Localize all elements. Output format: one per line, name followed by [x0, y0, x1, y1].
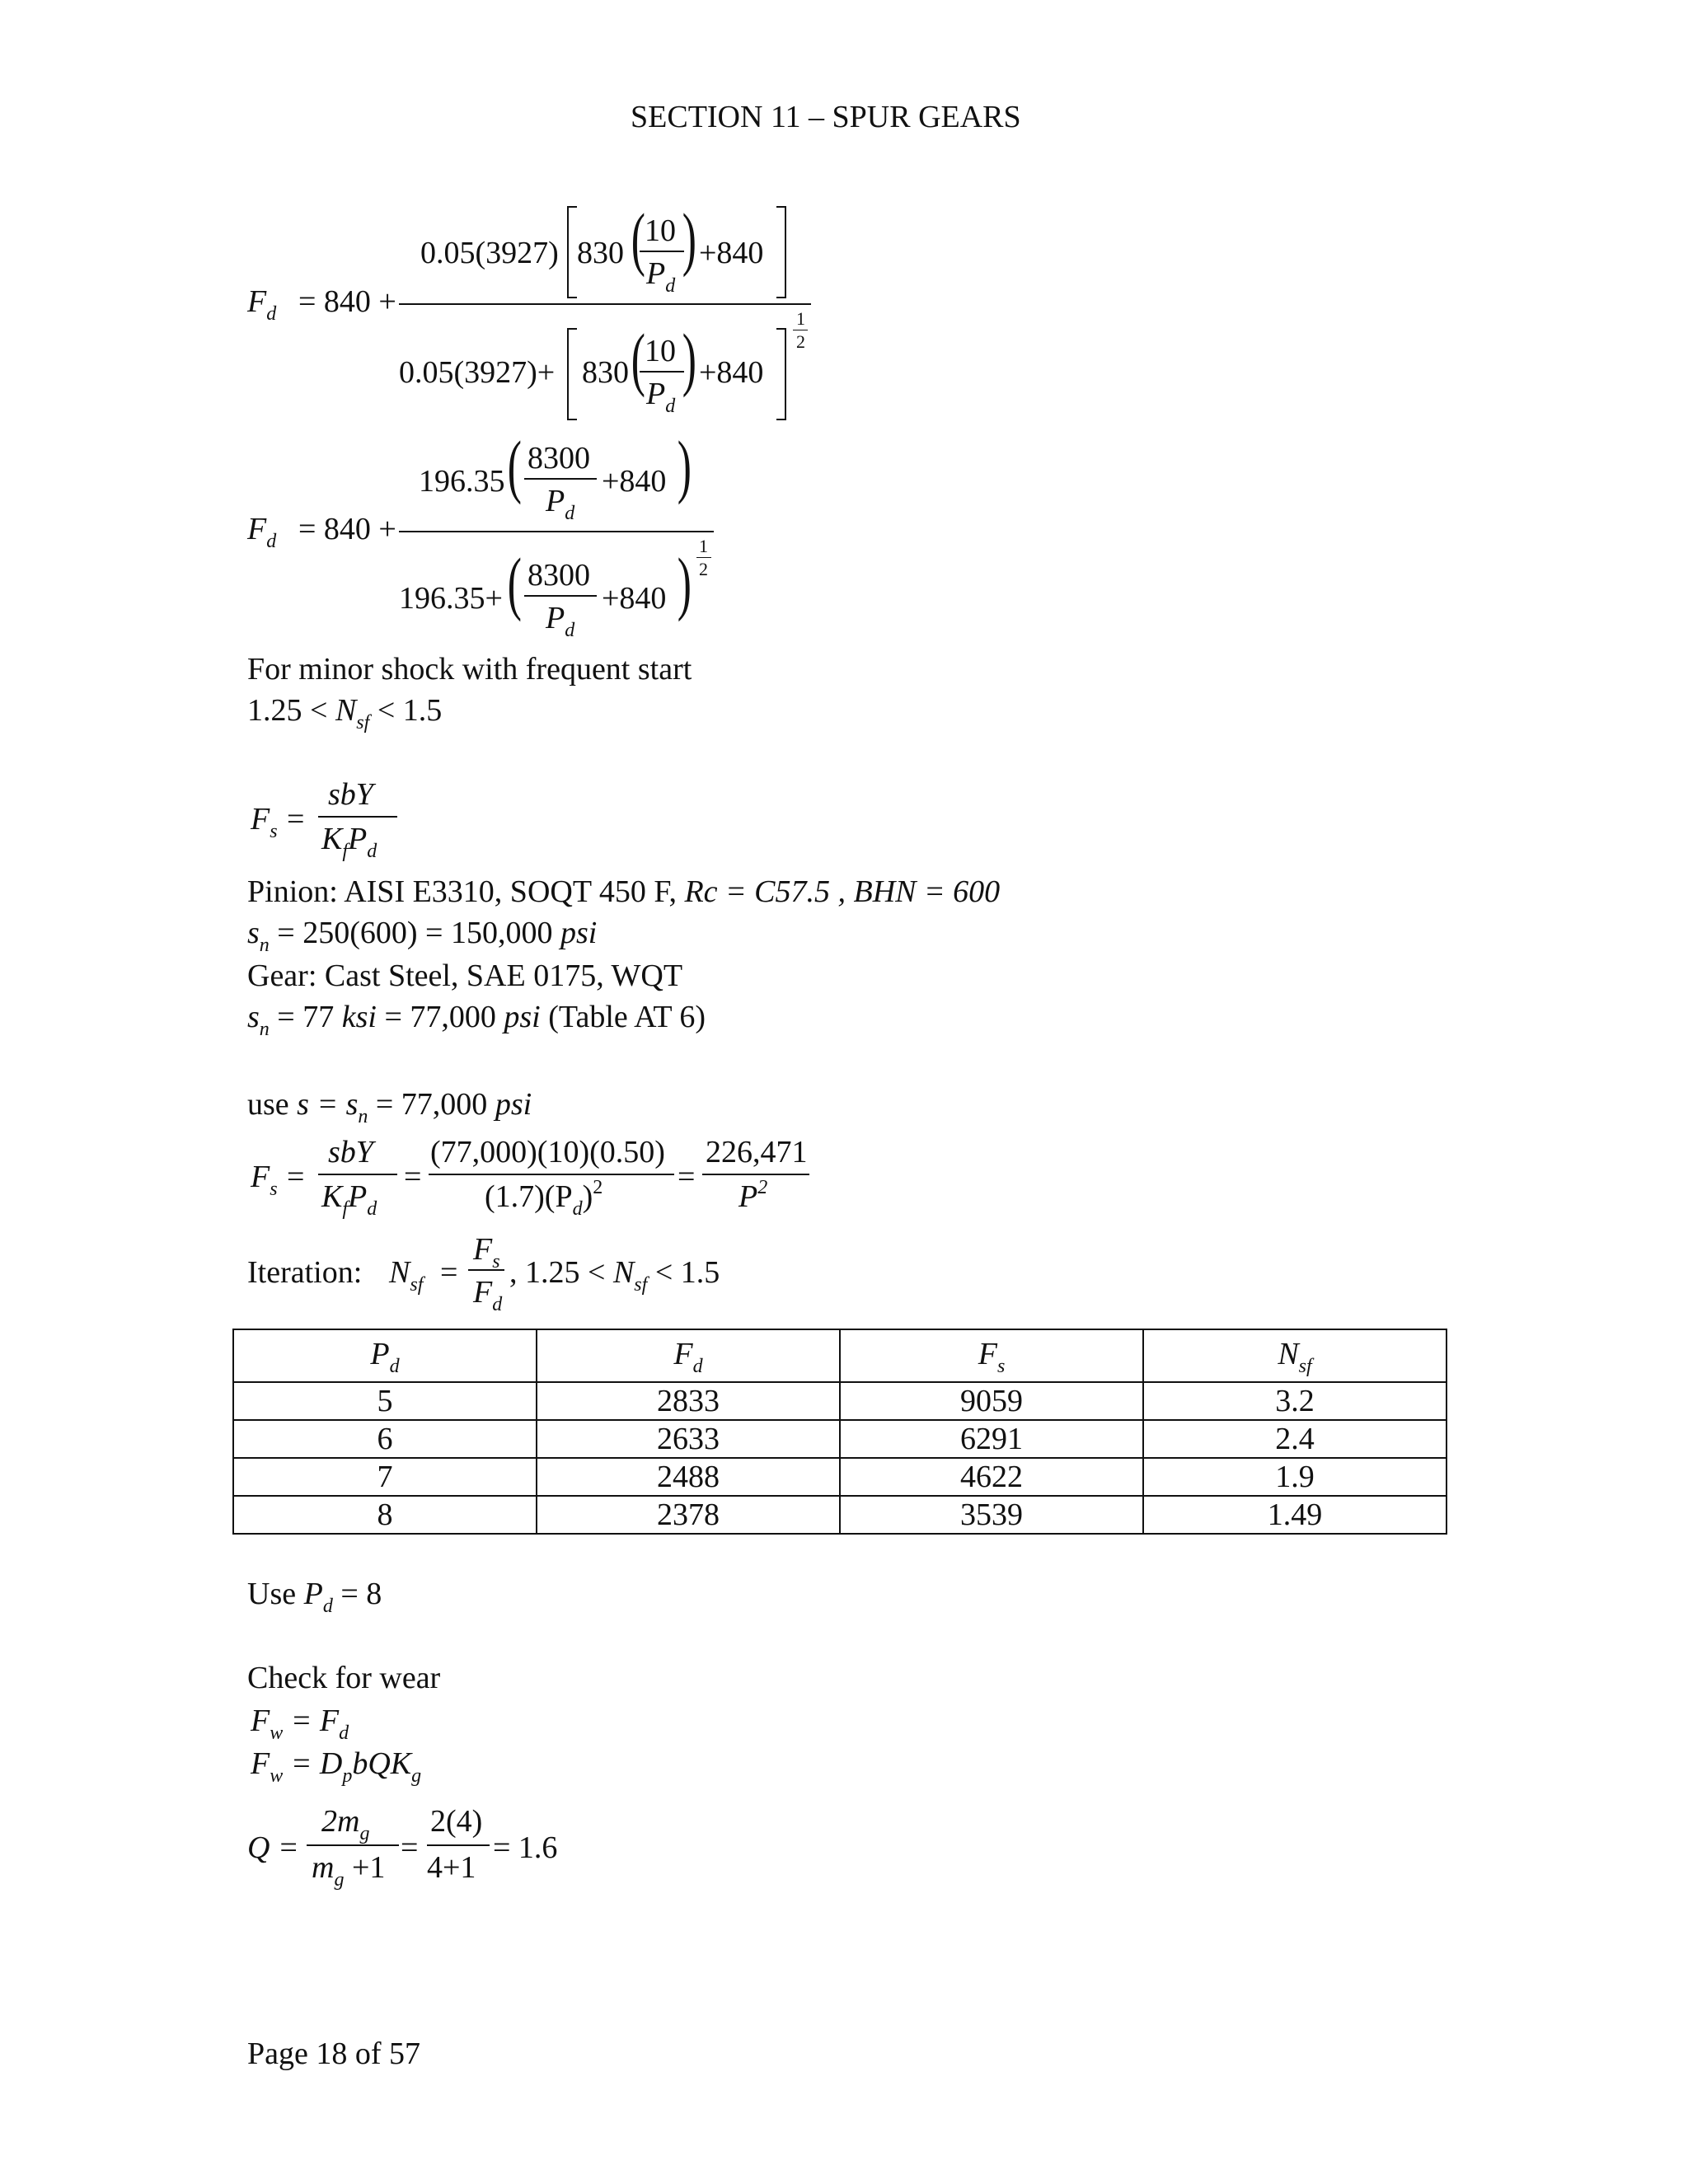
- table-row: 8 2378 3539 1.49: [233, 1496, 1447, 1534]
- table-header-cell: $F_s$: [840, 1329, 1143, 1382]
- eq1-fraction-bar: [399, 303, 811, 305]
- table-header-row: [233, 1329, 1447, 1382]
- fs-numerator: sbY: [328, 777, 373, 812]
- pinion-spec: Pinion: AISI E3310, SOQT 450 F, Rc = C57.5 , BHN = 600: [247, 874, 1001, 909]
- table-row: 6 2633 6291 2.4: [233, 1420, 1447, 1458]
- table-row: 5 2833 9059 3.2: [233, 1382, 1447, 1420]
- eq1-prefix: = 840 +: [298, 284, 396, 319]
- fs-denominator: $K_fP_d$: [321, 822, 377, 862]
- use-pd: Use $P_d = 8$: [247, 1577, 382, 1617]
- minor-shock-text: For minor shock with frequent start: [247, 652, 692, 687]
- gear-sn: $s_n = 77$ ksi = 77,000 psi (Table AT 6): [247, 1000, 706, 1040]
- pinion-sn: $s_n = 250(600) = 150,000$ psi: [247, 916, 598, 956]
- page-number: Page 18 of 57: [247, 2036, 421, 2071]
- eq1-den-left: 0.05(3927)+: [399, 355, 556, 390]
- gear-spec: Gear: Cast Steel, SAE 0175, WQT: [247, 958, 683, 993]
- check-wear-heading: Check for wear: [247, 1661, 441, 1695]
- fs-lhs: $F_s$: [251, 802, 278, 842]
- table-header-cell: $P_d$: [233, 1329, 537, 1382]
- eq1-num-left: 0.05(3927): [420, 236, 559, 270]
- fw-eq-fd: $F_w = F_d$: [251, 1704, 349, 1744]
- table-header-cell: $F_d$: [537, 1329, 840, 1382]
- page-title: SECTION 11 – SPUR GEARS: [631, 100, 1021, 134]
- eq2-fraction-bar: [399, 531, 714, 532]
- table-header-cell: $N_{sf}$: [1143, 1329, 1447, 1382]
- use-s: use $s = s_n = 77,000$ psi: [247, 1087, 532, 1127]
- nsf-range: $1.25 < N_{sf} < 1.5$: [247, 693, 443, 733]
- iteration-table: [232, 1329, 1447, 1535]
- table-row: 7 2488 4622 1.9: [233, 1458, 1447, 1496]
- eq2-lhs: F: [247, 512, 267, 546]
- eq1-lhs: F: [247, 284, 267, 319]
- fw-formula: $F_w = D_pbQK_g$: [251, 1746, 422, 1787]
